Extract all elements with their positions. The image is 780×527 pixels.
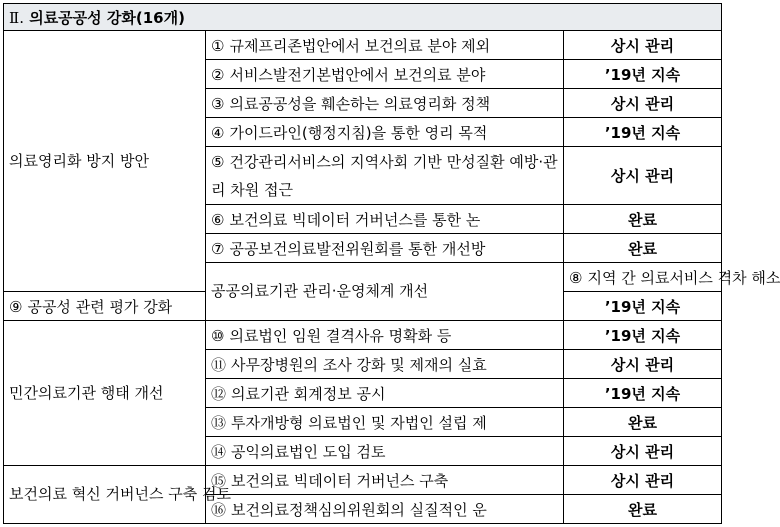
item-number: ⑪ (211, 355, 227, 374)
item-cell (206, 205, 564, 234)
status-cell: 상시 관리 (564, 350, 722, 379)
table-row (4, 321, 722, 350)
status-cell: ’19년 지속 (564, 118, 722, 147)
item-number: ⑫ (211, 384, 227, 403)
item-cell (206, 495, 564, 524)
item-text: 보건의료 빅데이터 거버넌스 구축 (231, 471, 449, 490)
section-numeral: Ⅱ. (9, 8, 24, 27)
item-cell (206, 437, 564, 466)
status-cell: 상시 관리 (564, 147, 722, 205)
category-cell: 보건의료 혁신 거버넌스 구축 검토 (4, 466, 206, 524)
status-cell: 상시 관리 (564, 437, 722, 466)
item-number: ⑭ (211, 442, 227, 461)
item-cell (206, 321, 564, 350)
item-text: 건강관리서비스의 지역사회 기반 만성질환 예방·관리 차원 접근 (211, 152, 558, 199)
item-number: ⑨ (9, 297, 23, 316)
item-text: 공공보건의료발전위원회를 통한 개선방 (229, 239, 486, 258)
item-number: ⑤ (211, 152, 225, 171)
item-cell (206, 379, 564, 408)
item-cell (564, 263, 780, 292)
status-cell: 완료 (564, 234, 722, 263)
item-number: ⑦ (211, 239, 225, 258)
item-cell (206, 350, 564, 379)
item-text: 규제프리존법안에서 보건의료 분야 제외 (229, 36, 491, 55)
category-cell: 민간의료기관 행태 개선 (4, 321, 206, 466)
status-cell: ’19년 지속 (564, 379, 722, 408)
policy-table-body (4, 4, 780, 524)
item-number: ⑮ (211, 471, 227, 490)
table-row (4, 31, 722, 60)
item-cell (206, 60, 564, 89)
item-number: ⑬ (211, 413, 227, 432)
item-number: ⑧ (569, 268, 583, 287)
item-number: ① (211, 36, 225, 55)
item-cell (206, 147, 564, 205)
status-cell: 상시 관리 (564, 89, 722, 118)
item-text: 사무장병원의 조사 강화 및 제재의 실효 (231, 355, 487, 374)
status-cell: 완료 (564, 205, 722, 234)
item-text: 보건의료정책심의위원회의 실질적인 운 (231, 500, 487, 519)
item-text: 공익의료법인 도입 검토 (231, 442, 386, 461)
item-text: 의료공공성을 훼손하는 의료영리화 정책 (229, 94, 491, 113)
table-row (4, 466, 722, 495)
item-text: 투자개방형 의료법인 및 자법인 설립 제 (231, 413, 487, 432)
item-text: 서비스발전기본법안에서 보건의료 분야 (229, 65, 486, 84)
item-number: ③ (211, 94, 225, 113)
item-cell (206, 118, 564, 147)
status-cell: 상시 관리 (564, 31, 722, 60)
item-cell (206, 234, 564, 263)
item-text: 보건의료 빅데이터 거버넌스를 통한 논 (229, 210, 481, 229)
status-cell: 상시 관리 (564, 466, 722, 495)
item-cell (206, 408, 564, 437)
item-text: 지역 간 의료서비스 격차 해소 (587, 268, 780, 287)
status-cell: 완료 (564, 495, 722, 524)
section-header (4, 4, 722, 31)
status-cell: ’19년 지속 (564, 321, 722, 350)
section-title: 의료공공성 강화(16개) (29, 8, 185, 27)
status-cell: ’19년 지속 (564, 292, 722, 321)
item-number: ⑩ (211, 326, 225, 345)
status-cell: ’19년 지속 (564, 60, 722, 89)
item-text: 의료법인 임원 결격사유 명확화 등 (229, 326, 452, 345)
category-cell: 공공의료기관 관리·운영체계 개선 (206, 263, 564, 321)
item-text: 공공성 관련 평가 강화 (27, 297, 173, 316)
status-cell: 완료 (564, 408, 722, 437)
category-cell: 의료영리화 방지 방안 (4, 31, 206, 292)
item-cell (4, 292, 206, 321)
policy-table (3, 3, 780, 524)
item-number: ⑯ (211, 500, 227, 519)
item-cell (206, 466, 564, 495)
item-number: ② (211, 65, 225, 84)
item-text: 가이드라인(행정지침)을 통한 영리 목적 (229, 123, 488, 142)
item-cell (206, 31, 564, 60)
item-number: ④ (211, 123, 225, 142)
item-cell (206, 89, 564, 118)
item-number: ⑥ (211, 210, 225, 229)
item-text: 의료기관 회계정보 공시 (231, 384, 386, 403)
section-header-row (4, 4, 722, 31)
